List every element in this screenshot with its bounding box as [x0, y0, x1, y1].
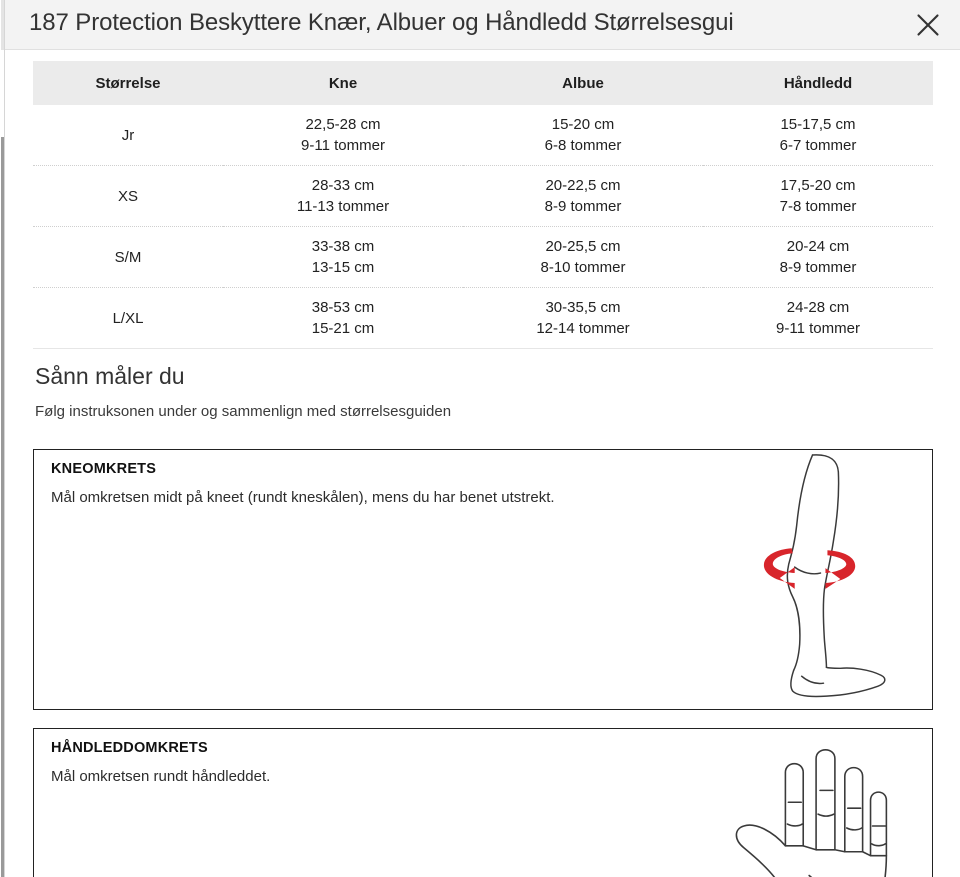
cell-knee — [223, 166, 463, 227]
cell-size: L/XL — [33, 288, 223, 349]
cell-knee — [223, 227, 463, 288]
cell-wrist-inches: 8-9 tommer — [779, 259, 857, 276]
cell-elbow-inches: 12-14 tommer — [536, 320, 630, 337]
cell-elbow-cm: 20-25,5 cm — [545, 238, 621, 255]
modal-content — [5, 50, 960, 877]
cell-knee-inches: 15-21 cm — [311, 320, 375, 337]
cell-elbow-cm: 30-35,5 cm — [545, 299, 621, 316]
size-table — [33, 61, 933, 349]
cell-elbow-cm: 15-20 cm — [551, 116, 615, 133]
column-header-size: Størrelse — [33, 61, 223, 105]
cell-elbow-inches: 6-8 tommer — [544, 137, 622, 154]
close-icon — [915, 12, 941, 38]
cell-wrist-inches: 6-7 tommer — [779, 137, 857, 154]
cell-elbow — [463, 288, 703, 349]
cell-knee-inches: 13-15 cm — [311, 259, 375, 276]
scrollbar-track[interactable] — [1, 0, 4, 50]
cell-elbow-cm: 20-22,5 cm — [545, 177, 621, 194]
cell-elbow-inches: 8-10 tommer — [540, 259, 626, 276]
table-row — [33, 166, 933, 227]
hand-wrist-measure-illustration — [726, 729, 924, 877]
column-header-knee: Kne — [223, 61, 463, 105]
cell-knee-cm: 22,5-28 cm — [305, 116, 381, 133]
table-header-row — [33, 61, 933, 105]
cell-wrist — [703, 288, 933, 349]
panel-heading-wrist: HÅNDLEDDOMKRETS — [51, 740, 208, 756]
how-to-measure-heading: Sånn måler du — [35, 363, 185, 389]
cell-wrist-cm: 24-28 cm — [786, 299, 850, 316]
close-button[interactable] — [910, 7, 946, 43]
column-header-elbow: Albue — [463, 61, 703, 105]
cell-wrist-cm: 15-17,5 cm — [780, 116, 856, 133]
cell-knee-cm: 28-33 cm — [311, 177, 375, 194]
table-row — [33, 227, 933, 288]
red-measure-arrow — [764, 548, 855, 589]
cell-knee — [223, 105, 463, 166]
panel-text-wrist: Mål omkretsen rundt håndleddet. — [51, 768, 271, 785]
instruction-panel-knee — [33, 449, 933, 710]
cell-wrist-inches: 7-8 tommer — [779, 198, 857, 215]
cell-elbow — [463, 227, 703, 288]
cell-knee-inches: 9-11 tommer — [301, 137, 385, 154]
panel-heading-knee: KNEOMKRETS — [51, 461, 157, 477]
cell-knee — [223, 288, 463, 349]
cell-wrist — [703, 227, 933, 288]
cell-size: Jr — [33, 105, 223, 166]
scrollbar-thumb[interactable] — [1, 137, 4, 877]
instruction-panel-wrist — [33, 728, 933, 877]
panel-text-knee: Mål omkretsen midt på kneet (rundt kneskålen), mens du har benet utstrekt. — [51, 489, 555, 506]
cell-wrist — [703, 166, 933, 227]
table-row — [33, 288, 933, 349]
cell-knee-cm: 38-53 cm — [311, 299, 375, 316]
cell-elbow-inches: 8-9 tommer — [544, 198, 622, 215]
cell-knee-inches: 11-13 tommer — [296, 198, 390, 215]
cell-wrist-cm: 17,5-20 cm — [780, 177, 856, 194]
table-row — [33, 105, 933, 166]
cell-wrist — [703, 105, 933, 166]
cell-knee-cm: 33-38 cm — [311, 238, 375, 255]
column-header-wrist: Håndledd — [703, 61, 933, 105]
cell-elbow — [463, 105, 703, 166]
leg-knee-measure-illustration — [755, 450, 924, 709]
cell-size: XS — [33, 166, 223, 227]
how-to-measure-subheading: Følg instruksonen under og sammenlign med størrelsesguiden — [35, 403, 452, 420]
cell-elbow — [463, 166, 703, 227]
cell-size: S/M — [33, 227, 223, 288]
cell-wrist-cm: 20-24 cm — [786, 238, 850, 255]
page-title: 187 Protection Beskyttere Knær, Albuer og Håndledd Størrelsesgui — [29, 9, 734, 36]
modal-header — [5, 0, 960, 50]
cell-wrist-inches: 9-11 tommer — [776, 320, 860, 337]
